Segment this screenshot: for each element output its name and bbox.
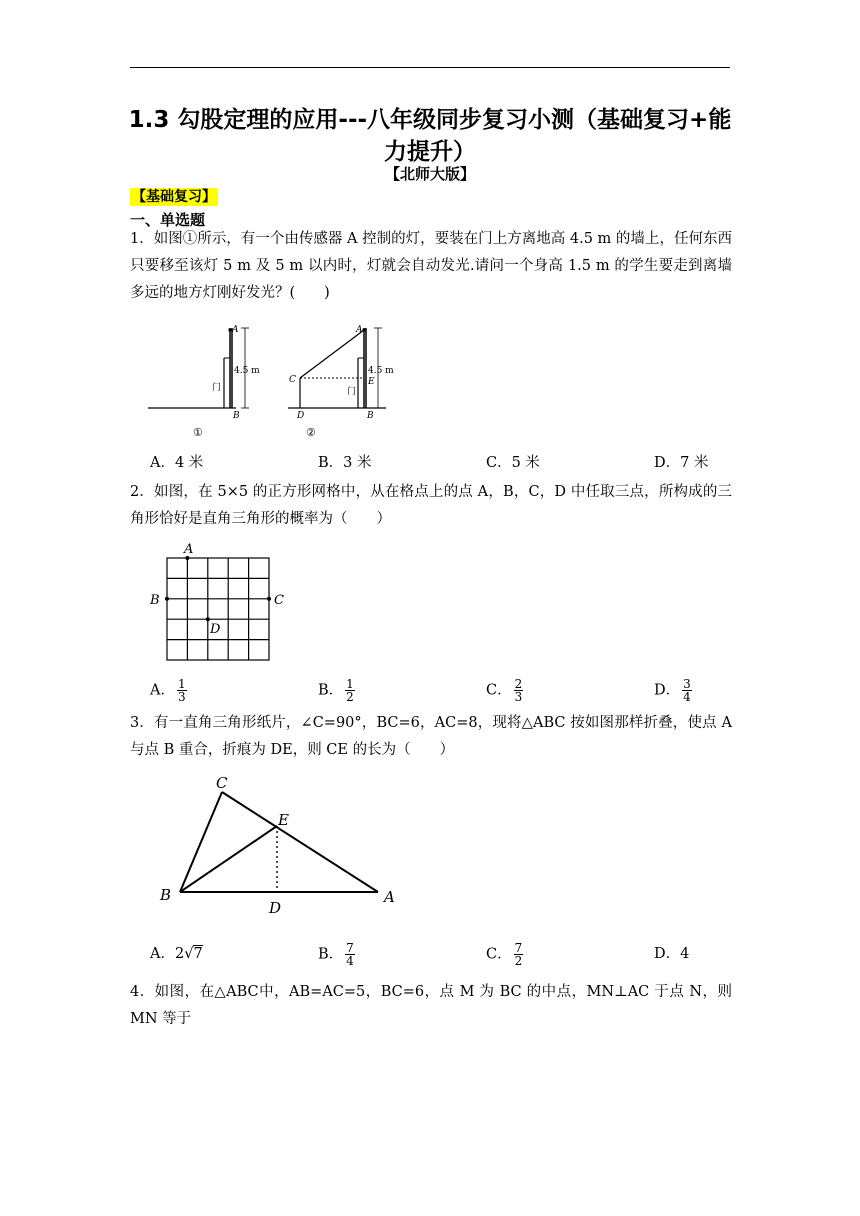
grid-label-d: D	[210, 622, 221, 637]
q3-option-c[interactable]: C． $\frac{7}{2}$	[486, 941, 523, 968]
page-title: 1.3 勾股定理的应用---八年级同步复习小测（基础复习+能力提升）	[128, 107, 732, 165]
tri-label-c: C	[216, 775, 228, 792]
question-2-grid-figure	[146, 538, 296, 668]
tri-label-a: A	[384, 888, 395, 906]
question-1-text: 1．如图①所示，有一个由传感器 A 控制的灯，要装在门上方离地高 4.5 m 的墙上，任何东西只要移至该灯 5 m 及 5 m 以内时，灯就会自动发光.请问一个身高 1.5 m 的学生要走到离墙多远的地方灯刚好发光？( )	[130, 231, 732, 301]
q2-option-a[interactable]: A． $\frac{1}{3}$	[150, 677, 186, 704]
fig2-door-label: 门	[347, 387, 357, 397]
q1-option-b[interactable]: B．3 米	[318, 455, 372, 471]
question-2-text: 2．如图，在 5×5 的正方形网格中，从在格点上的点 A，B，C，D 中任取三点，所构成的三角形恰好是直角三角形的概率为（ ）	[130, 484, 732, 527]
q2-option-d[interactable]: D． $\frac{3}{4}$	[654, 677, 691, 704]
q2-option-b[interactable]: B． $\frac{1}{2}$	[318, 677, 354, 704]
grid-label-b: B	[150, 593, 160, 608]
fig2-label-d: D	[297, 411, 305, 421]
fig1-label-b: B	[233, 411, 240, 421]
fig1-label-a: A	[232, 325, 239, 335]
tri-label-e: E	[278, 811, 289, 829]
question-3-triangle-figure	[150, 775, 410, 920]
q3-option-b[interactable]: B． $\frac{7}{4}$	[318, 941, 354, 968]
q2-option-c[interactable]: C． $\frac{2}{3}$	[486, 677, 523, 704]
q1-option-a[interactable]: A．4 米	[150, 455, 204, 471]
fig2-height-label: 4.5 m	[368, 366, 394, 376]
fig1-caption: ①	[193, 426, 203, 439]
grid-label-a: A	[184, 542, 194, 557]
q1-option-c[interactable]: C．5 米	[486, 455, 540, 471]
question-3-text: 3．有一直角三角形纸片，∠C=90°，BC=6，AC=8，现将△ABC 按如图那样折叠，使点 A 与点 B 重合，折痕为 DE，则 CE 的长为（ ）	[130, 715, 732, 758]
grid-label-c: C	[274, 593, 284, 608]
edition-label: 【北师大版】	[384, 165, 475, 183]
fig2-label-e: E	[368, 377, 375, 387]
tri-label-d: D	[269, 899, 282, 917]
q3-option-a[interactable]: A．2√7	[150, 946, 203, 962]
fig2-caption: ②	[306, 426, 316, 439]
question-1-figure	[148, 318, 408, 443]
fig2-label-c: C	[289, 375, 296, 385]
fig1-door-label: 门	[212, 383, 222, 393]
tri-label-b: B	[160, 886, 172, 904]
section-tag: 【基础复习】	[132, 189, 216, 205]
question-4-text: 4．如图，在△ABC中，AB=AC=5，BC=6，点 M 为 BC 的中点，MN⊥AC 于点 N，则 MN 等于	[130, 984, 732, 1027]
section-heading: 一、单选题	[130, 211, 206, 229]
fig1-height-label: 4.5 m	[234, 366, 260, 376]
fig2-label-a: A	[356, 325, 363, 335]
q3-option-d[interactable]: D．4	[654, 946, 690, 962]
q1-option-d[interactable]: D．7 米	[654, 455, 709, 471]
fig2-label-b: B	[367, 411, 374, 421]
header-rule	[130, 67, 730, 68]
